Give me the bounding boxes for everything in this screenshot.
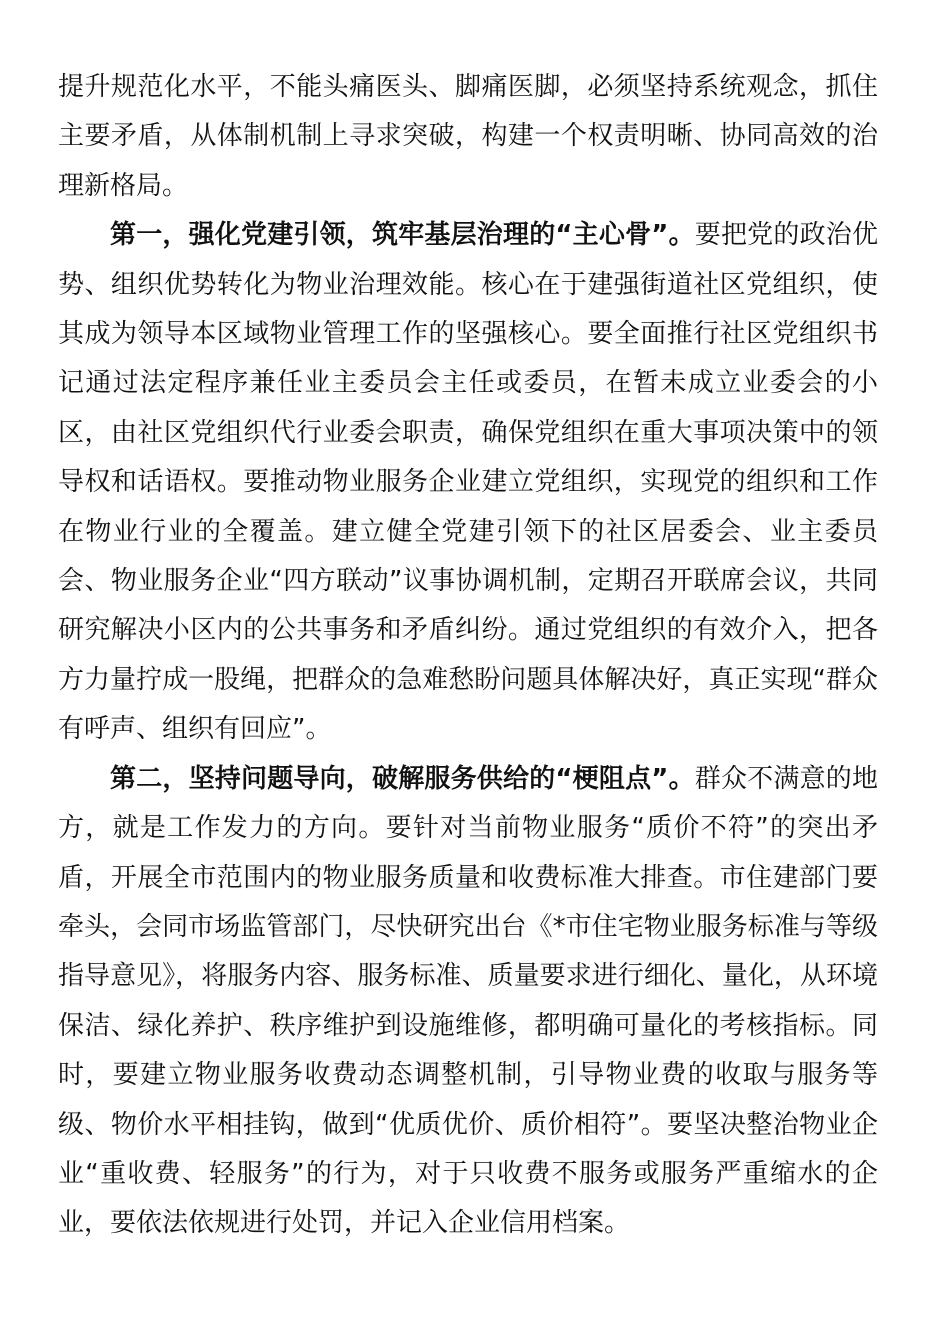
- paragraph-first-point: [58, 211, 878, 754]
- paragraph-second-point-text: 群众不满意的地方，就是工作发力的方向。要针对当前物业服务“质价不符”的突出矛盾，开展全市范围内的物业服务质量和收费标准大排查。市住建部门要牵头，会同市场监管部门，尽快研究出台《*市住宅物业服务标准与等级指导意见》，将服务内容、服务标准、质量要求进行细化、量化，从环境保洁、绿化养护、秩序维护到设施维修，都明确可量化的考核指标。同时，要建立物业服务收费动态调整机制，引导物业费的收取与服务等级、物价水平相挂钩，做到“优质优价、质价相符”。要坚决整治物业企业“重收费、轻服务”的行为，对于只收费不服务或服务严重缩水的企业，要依法依规进行处罚，并记入企业信用档案。: [58, 763, 878, 1239]
- paragraph-first-point-heading: 第一，强化党建引领，筑牢基层治理的“主心骨”。: [110, 220, 695, 251]
- document-body: [58, 63, 878, 1249]
- paragraph-second-point-heading: 第二，坚持问题导向，破解服务供给的“梗阻点”。: [110, 763, 695, 794]
- paragraph-second-point: [58, 755, 878, 1249]
- paragraph-first-point-text: 要把党的政治优势、组织优势转化为物业治理效能。核心在于建强街道社区党组织，使其成为领导本区域物业管理工作的坚强核心。要全面推行社区党组织书记通过法定程序兼任业主委员会主任或委员，在暂未成立业委会的小区，由社区党组织代行业委会职责，确保党组织在重大事项决策中的领导权和话语权。要推动物业服务企业建立党组织，实现党的组织和工作在物业行业的全覆盖。建立健全党建引领下的社区居委会、业主委员会、物业服务企业“四方联动”议事协调机制，定期召开联席会议，共同研究解决小区内的公共事务和矛盾纠纷。通过党组织的有效介入，把各方力量拧成一股绳，把群众的急难愁盼问题具体解决好，真正实现“群众有呼声、组织有回应”。: [58, 220, 878, 745]
- paragraph-intro-text: 提升规范化水平，不能头痛医头、脚痛医脚，必须坚持系统观念，抓住主要矛盾，从体制机制上寻求突破，构建一个权责明晰、协同高效的治理新格局。: [58, 72, 878, 201]
- paragraph-intro: [58, 63, 878, 211]
